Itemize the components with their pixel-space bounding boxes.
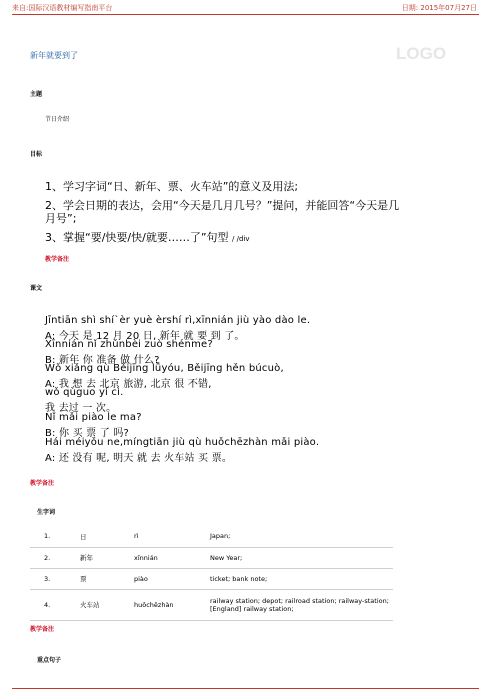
objective-item: [45, 229, 250, 245]
vocab-char: 票: [76, 568, 130, 589]
date-label: 日期: 2015年07月27日: [401, 4, 477, 12]
vocab-pinyin: piào: [130, 568, 206, 589]
objective-markup-residue: / /div: [232, 235, 250, 243]
vocab-meaning-line: [England] railway station;: [210, 604, 294, 613]
text-line: 我 去过 一 次。: [45, 403, 117, 414]
theme-value: 节日介绍: [45, 116, 70, 123]
objective-text: 3、掌握“要/快要/快/就要……了”句型: [45, 231, 229, 244]
vocab-char: 新年: [76, 547, 130, 568]
vocab-meaning: New Year;: [206, 547, 393, 568]
vocab-char: 日: [76, 526, 130, 547]
text-line: Wǒ xiǎng qù Běijīng lǚyóu, Běijīng hěn búcuò,: [45, 363, 284, 374]
vocab-pinyin: xīnnián: [130, 547, 206, 568]
vocab-pinyin: rì: [130, 526, 206, 547]
vocab-char: 火车站: [76, 589, 130, 620]
vocab-num: 1.: [30, 526, 76, 547]
vocab-meaning: [206, 589, 393, 620]
vocab-num: 3.: [30, 568, 76, 589]
text-line: Xīnnián nǐ zhǔnbèi zuò shénme?: [45, 339, 213, 350]
document-title: 新年就要到了: [30, 51, 78, 60]
text-line: A: 我 想 去 北京 旅游, 北京 很 不错,: [45, 379, 212, 390]
logo-placeholder: LOGO: [396, 44, 447, 63]
table-row: [30, 568, 393, 589]
vocab-meaning: Japan;: [206, 526, 393, 547]
vocab-table: [30, 526, 393, 621]
text-line: Jīntiān shì shí`èr yuè èrshí rì,xīnnián jiù yào dào le.: [45, 315, 311, 326]
objectives-heading: 目标: [30, 151, 43, 158]
theme-heading: 主题: [30, 91, 43, 98]
objective-item: 1、学习字词“日、新年、票、火车站”的意义及用法;: [45, 180, 299, 193]
vocab-pinyin: huǒchēzhàn: [130, 589, 206, 620]
vocab-heading: 生字词: [37, 509, 56, 516]
text-line: Nǐ mǎi piào le ma?: [45, 412, 142, 423]
teaching-note-label: 教学备注: [45, 256, 70, 263]
header-divider: [12, 14, 479, 15]
text-line: Hái méiyǒu ne,míngtiān jiù qù huǒchēzhàn mǎi piào.: [45, 437, 320, 448]
vocab-meaning: ticket; bank note;: [206, 568, 393, 589]
footer-divider: [12, 688, 479, 689]
table-row: [30, 526, 393, 547]
source-label: 来自:国际汉语教材编写指南平台: [12, 4, 113, 12]
table-row: [30, 589, 393, 620]
key-sentences-heading: 重点句子: [37, 657, 62, 664]
objective-item: 2、学会日期的表达，会用“今天是几月几号？”提问，并能回答“今天是几: [45, 199, 400, 212]
text-heading: 课文: [30, 285, 43, 292]
objective-item-continued: 月号”;: [45, 212, 77, 225]
teaching-note-label: 教学备注: [30, 626, 55, 633]
text-line: A: 今天 是 12 月 20 日, 新年 就 要 到 了。: [45, 331, 245, 342]
text-line: A: 还 没有 呢, 明天 就 去 火车站 买 票。: [45, 453, 233, 464]
text-line: B: 你 买 票 了 吗?: [45, 428, 130, 439]
text-line: wǒ qùguo yí cì.: [45, 387, 124, 398]
vocab-num: 2.: [30, 547, 76, 568]
vocab-num: 4.: [30, 589, 76, 620]
vocab-meaning-line: railway station; depot; railroad station; railway-station;: [210, 596, 389, 605]
table-row: [30, 547, 393, 568]
teaching-note-label: 教学备注: [30, 480, 55, 487]
text-line: B: 新年 你 准备 做 什么?: [45, 355, 160, 366]
